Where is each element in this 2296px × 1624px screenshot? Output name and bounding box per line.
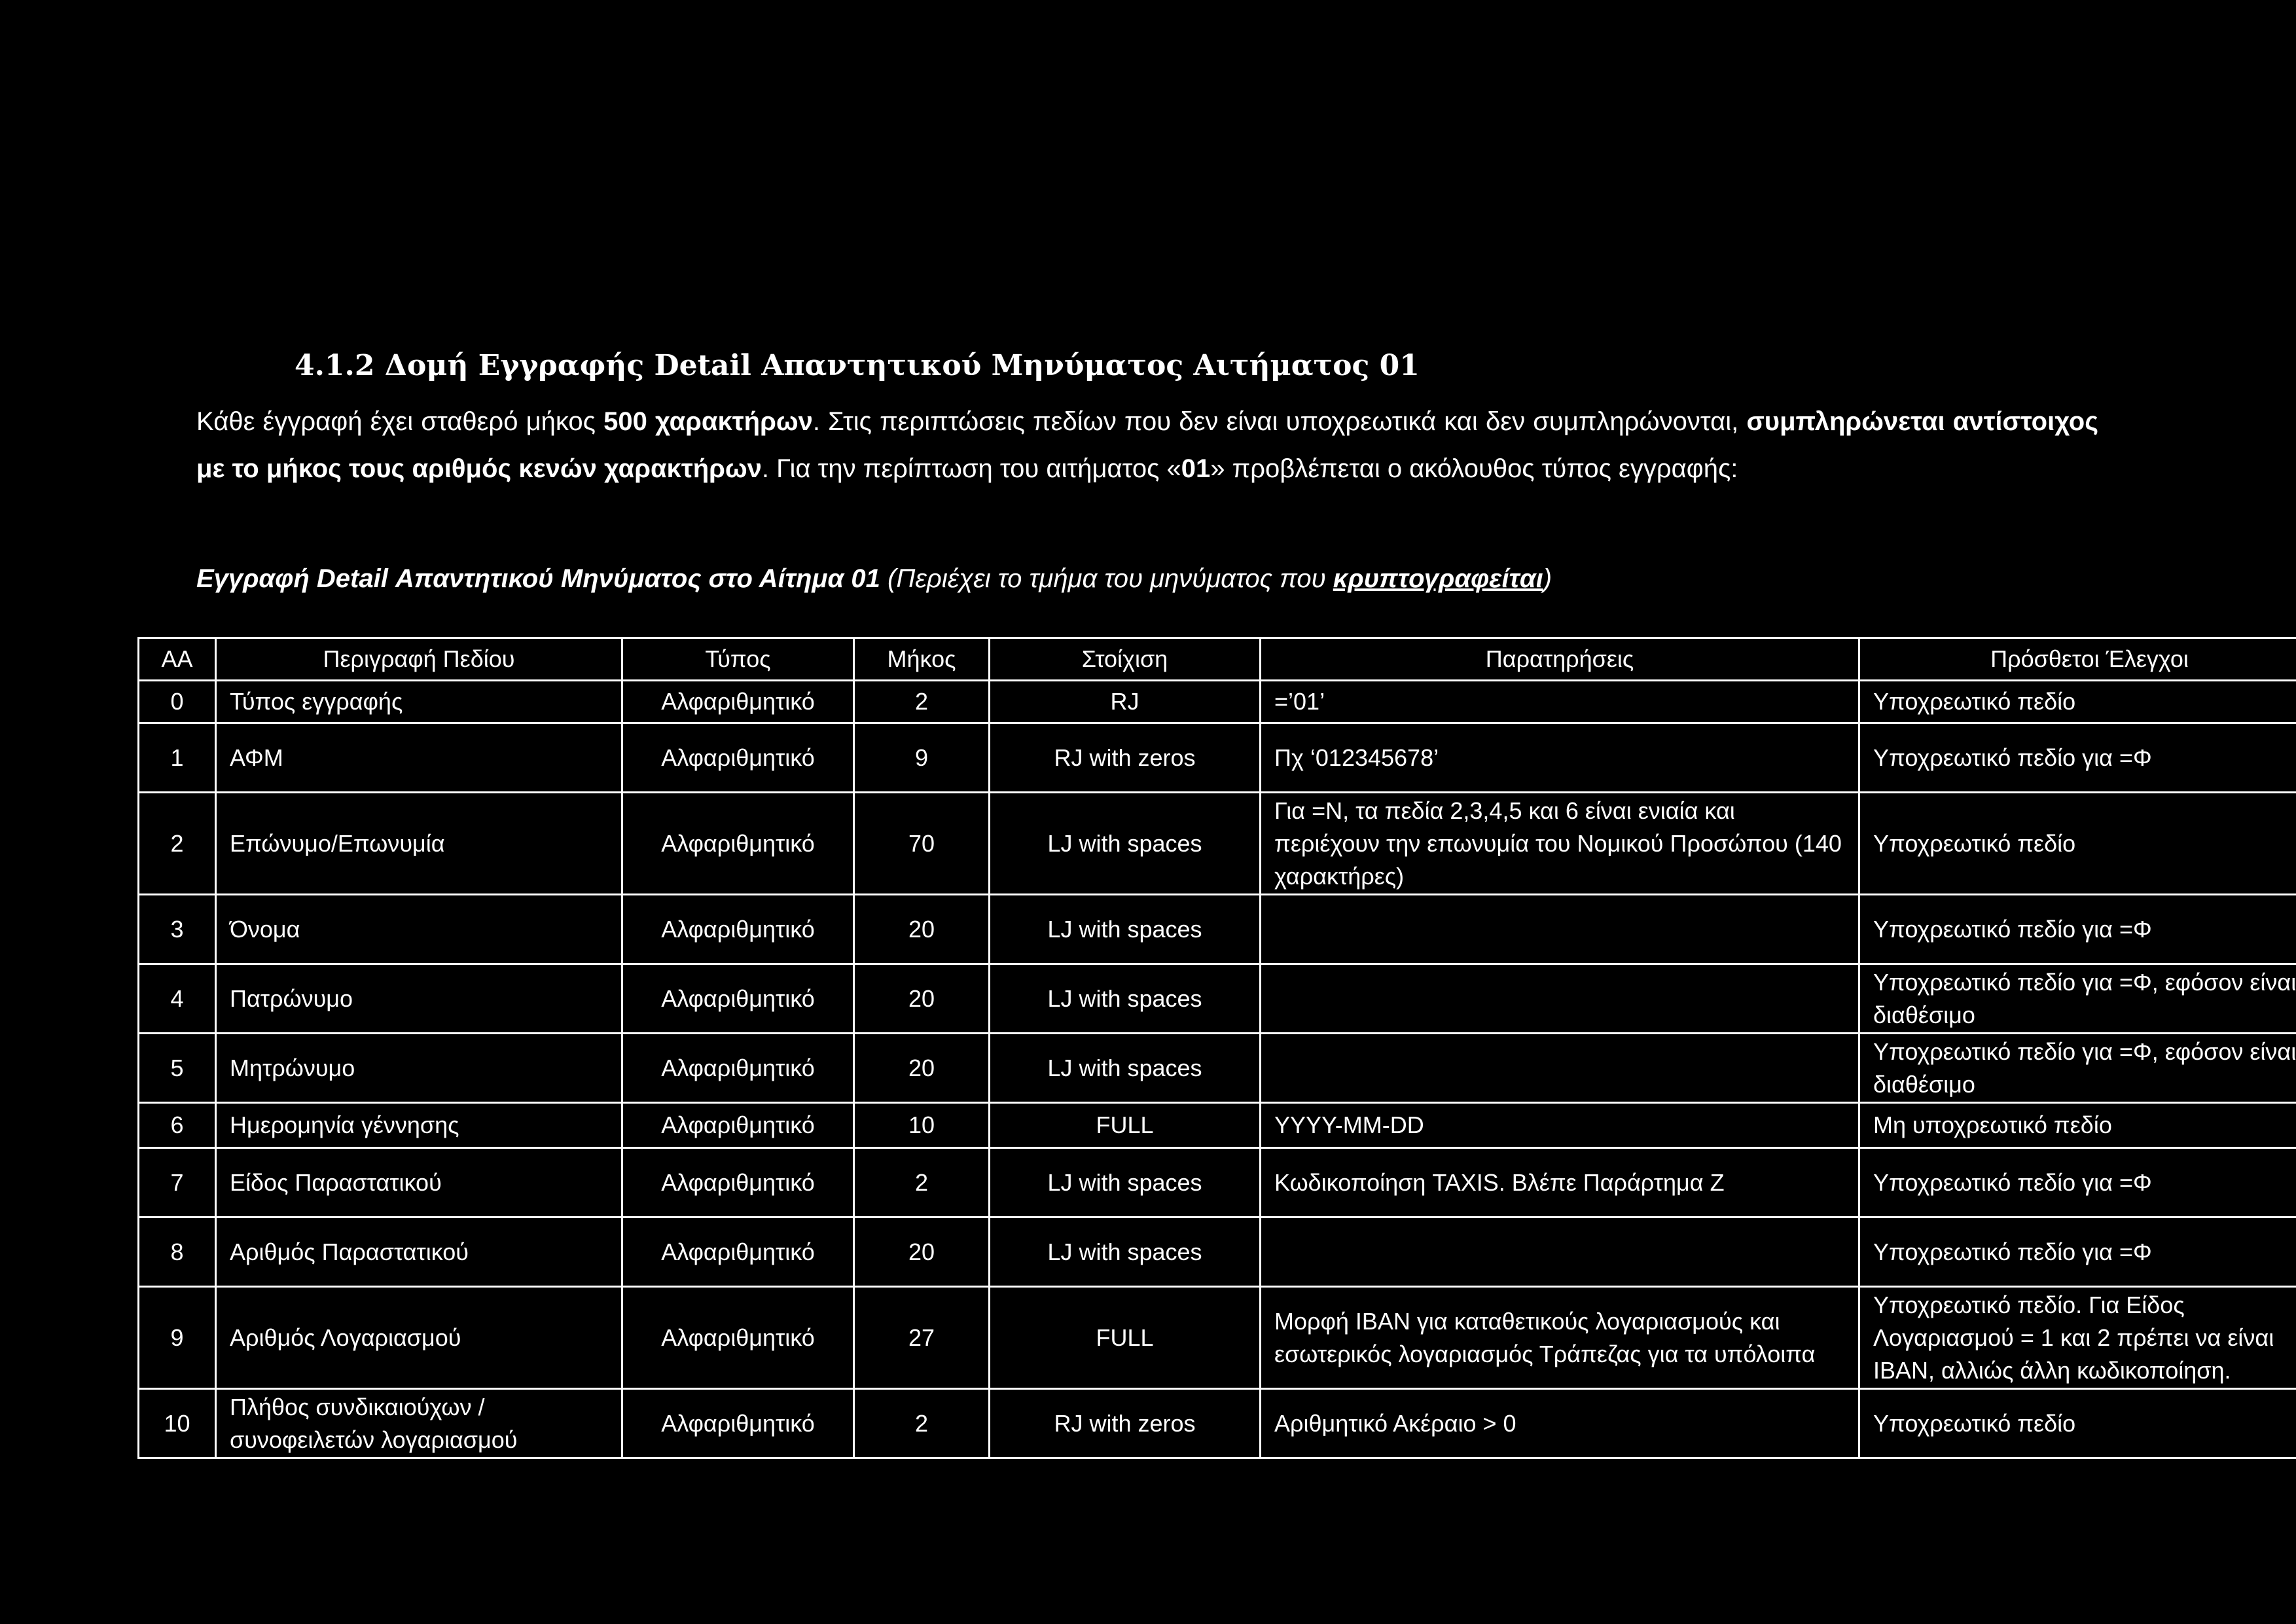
cell-alignment: RJ with zeros xyxy=(990,1389,1261,1458)
header-checks: Πρόσθετοι Έλεγχοι xyxy=(1859,638,2296,681)
intro-paragraph xyxy=(196,398,2098,492)
cell-description: Αριθμός Παραστατικού xyxy=(216,1218,622,1287)
cell-notes: YYYY-MM-DD xyxy=(1261,1103,1859,1148)
cell-notes: Κωδικοποίηση TAXIS. Βλέπε Παράρτημα Ζ xyxy=(1261,1148,1859,1218)
cell-alignment: FULL xyxy=(990,1103,1261,1148)
cell-type: Αλφαριθμητικό xyxy=(622,964,854,1034)
cell-notes: =’01’ xyxy=(1261,681,1859,723)
cell-length: 70 xyxy=(854,793,990,895)
cell-description: Επώνυμο/Επωνυμία xyxy=(216,793,622,895)
cell-checks: Υποχρεωτικό πεδίο για =Φ xyxy=(1859,1218,2296,1287)
cell-alignment: LJ with spaces xyxy=(990,964,1261,1034)
table-row xyxy=(139,1103,2296,1148)
cell-aa: 0 xyxy=(139,681,216,723)
intro-bold-3: 01 xyxy=(1181,454,1211,483)
cell-type: Αλφαριθμητικό xyxy=(622,793,854,895)
cell-type: Αλφαριθμητικό xyxy=(622,723,854,793)
table-row xyxy=(139,1148,2296,1218)
cell-aa: 4 xyxy=(139,964,216,1034)
table-row xyxy=(139,895,2296,964)
cell-aa: 5 xyxy=(139,1034,216,1103)
table-caption xyxy=(196,564,1552,594)
cell-checks: Υποχρεωτικό πεδίο xyxy=(1859,793,2296,895)
cell-checks: Μη υποχρεωτικό πεδίο xyxy=(1859,1103,2296,1148)
cell-aa: 9 xyxy=(139,1287,216,1389)
table-row xyxy=(139,1287,2296,1389)
cell-notes: Πχ ‘012345678’ xyxy=(1261,723,1859,793)
cell-notes xyxy=(1261,964,1859,1034)
table-row xyxy=(139,1218,2296,1287)
cell-checks: Υποχρεωτικό πεδίο για =Φ xyxy=(1859,895,2296,964)
cell-checks: Υποχρεωτικό πεδίο για =Φ, εφόσον είναι διαθέσιμο xyxy=(1859,1034,2296,1103)
cell-aa: 2 xyxy=(139,793,216,895)
cell-aa: 6 xyxy=(139,1103,216,1148)
cell-type: Αλφαριθμητικό xyxy=(622,1103,854,1148)
header-row xyxy=(139,638,2296,681)
cell-notes xyxy=(1261,1034,1859,1103)
cell-length: 2 xyxy=(854,681,990,723)
header-alignment: Στοίχιση xyxy=(990,638,1261,681)
cell-type: Αλφαριθμητικό xyxy=(622,895,854,964)
caption-underlined: κρυπτογραφείται xyxy=(1333,564,1543,593)
cell-type: Αλφαριθμητικό xyxy=(622,1287,854,1389)
cell-length: 10 xyxy=(854,1103,990,1148)
cell-checks: Υποχρεωτικό πεδίο. Για Είδος Λογαριασμού = 1 και 2 πρέπει να είναι IBAN, αλλιώς άλλη κωδικοποίηση. xyxy=(1859,1287,2296,1389)
cell-alignment: FULL xyxy=(990,1287,1261,1389)
cell-alignment: LJ with spaces xyxy=(990,1148,1261,1218)
cell-alignment: RJ with zeros xyxy=(990,723,1261,793)
cell-length: 20 xyxy=(854,895,990,964)
cell-length: 2 xyxy=(854,1148,990,1218)
cell-type: Αλφαριθμητικό xyxy=(622,1218,854,1287)
cell-type: Αλφαριθμητικό xyxy=(622,1389,854,1458)
cell-length: 20 xyxy=(854,964,990,1034)
cell-aa: 10 xyxy=(139,1389,216,1458)
cell-notes: Για =Ν, τα πεδία 2,3,4,5 και 6 είναι ενιαία και περιέχουν την επωνυμία του Νομικού Προσώπου (140 χαρακτήρες) xyxy=(1261,793,1859,895)
table-row xyxy=(139,1389,2296,1458)
table-row xyxy=(139,681,2296,723)
header-length: Μήκος xyxy=(854,638,990,681)
cell-notes: Αριθμητικό Ακέραιο > 0 xyxy=(1261,1389,1859,1458)
intro-text-3: . Για την περίπτωση του αιτήματος « xyxy=(761,454,1181,483)
cell-alignment: LJ with spaces xyxy=(990,895,1261,964)
caption-close: ) xyxy=(1543,564,1552,593)
cell-description: Πλήθος συνδικαιούχων / συνοφειλετών λογαριασμού xyxy=(216,1389,622,1458)
cell-description: Τύπος εγγραφής xyxy=(216,681,622,723)
cell-alignment: LJ with spaces xyxy=(990,793,1261,895)
cell-description: Μητρώνυμο xyxy=(216,1034,622,1103)
cell-checks: Υποχρεωτικό πεδίο για =Φ xyxy=(1859,1148,2296,1218)
cell-description: Πατρώνυμο xyxy=(216,964,622,1034)
cell-notes xyxy=(1261,1218,1859,1287)
cell-alignment: RJ xyxy=(990,681,1261,723)
cell-length: 27 xyxy=(854,1287,990,1389)
cell-description: Ημερομηνία γέννησης xyxy=(216,1103,622,1148)
cell-description: Είδος Παραστατικού xyxy=(216,1148,622,1218)
table-row xyxy=(139,964,2296,1034)
cell-checks: Υποχρεωτικό πεδίο xyxy=(1859,1389,2296,1458)
cell-aa: 8 xyxy=(139,1218,216,1287)
cell-aa: 3 xyxy=(139,895,216,964)
cell-aa: 7 xyxy=(139,1148,216,1218)
intro-bold-1: 500 χαρακτήρων xyxy=(603,407,813,436)
header-description: Περιγραφή Πεδίου xyxy=(216,638,622,681)
cell-checks: Υποχρεωτικό πεδίο για =Φ, εφόσον είναι διαθέσιμο xyxy=(1859,964,2296,1034)
cell-aa: 1 xyxy=(139,723,216,793)
cell-checks: Υποχρεωτικό πεδίο xyxy=(1859,681,2296,723)
table-row xyxy=(139,793,2296,895)
cell-type: Αλφαριθμητικό xyxy=(622,1148,854,1218)
cell-length: 9 xyxy=(854,723,990,793)
cell-length: 2 xyxy=(854,1389,990,1458)
cell-type: Αλφαριθμητικό xyxy=(622,1034,854,1103)
cell-notes xyxy=(1261,895,1859,964)
section-heading: 4.1.2 Δομή Εγγραφής Detail Απαντητικού Μηνύματος Αιτήματος 01 xyxy=(295,349,1420,382)
cell-type: Αλφαριθμητικό xyxy=(622,681,854,723)
intro-text-2: . Στις περιπτώσεις πεδίων που δεν είναι υποχρεωτικά και δεν συμπληρώνονται, xyxy=(812,407,1747,436)
cell-description: ΑΦΜ xyxy=(216,723,622,793)
caption-bold: Εγγραφή Detail Απαντητικού Μηνύματος στο Αίτημα 01 xyxy=(196,564,880,593)
caption-rest: (Περιέχει το τμήμα του μηνύματος που xyxy=(880,564,1333,593)
cell-description: Όνομα xyxy=(216,895,622,964)
header-notes: Παρατηρήσεις xyxy=(1261,638,1859,681)
intro-bold-2: συμπληρώνεται αντίστοιχος με το μήκος τους αριθμός κενών χαρακτήρων xyxy=(196,407,2099,483)
record-spec-table xyxy=(137,637,2296,1459)
header-type: Τύπος xyxy=(622,638,854,681)
cell-alignment: LJ with spaces xyxy=(990,1034,1261,1103)
intro-text-4: » προβλέπεται ο ακόλουθος τύπος εγγραφής: xyxy=(1210,454,1738,483)
cell-alignment: LJ with spaces xyxy=(990,1218,1261,1287)
cell-description: Αριθμός Λογαριασμού xyxy=(216,1287,622,1389)
cell-checks: Υποχρεωτικό πεδίο για =Φ xyxy=(1859,723,2296,793)
cell-length: 20 xyxy=(854,1218,990,1287)
intro-text-1: Κάθε έγγραφή έχει σταθερό μήκος xyxy=(196,407,604,436)
cell-length: 20 xyxy=(854,1034,990,1103)
header-aa: ΑΑ xyxy=(139,638,216,681)
cell-notes: Μορφή IBAN για καταθετικούς λογαριασμούς και εσωτερικός λογαριασμός Τράπεζας για τα υπόλοιπα xyxy=(1261,1287,1859,1389)
table-row xyxy=(139,1034,2296,1103)
table-row xyxy=(139,723,2296,793)
